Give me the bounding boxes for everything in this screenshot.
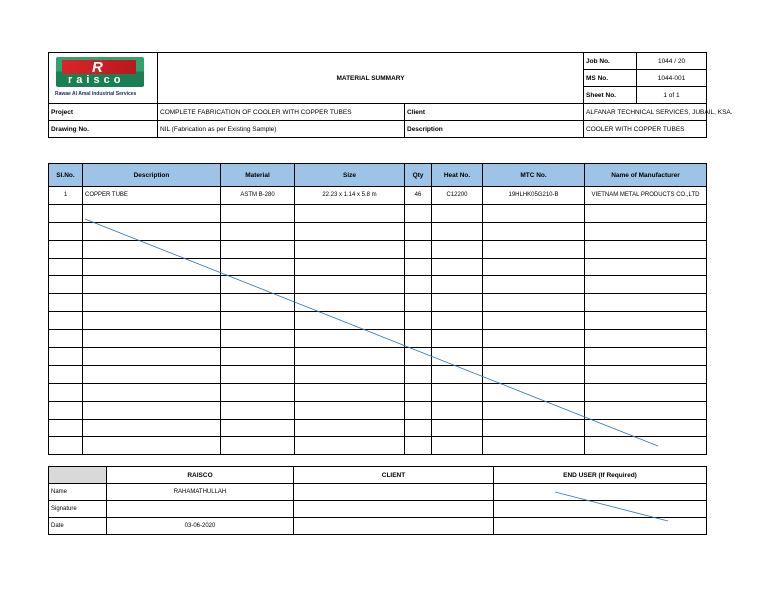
table-cell — [83, 312, 221, 330]
table-cell — [585, 330, 707, 348]
table-cell — [83, 204, 221, 222]
table-cell — [83, 222, 221, 240]
client-label: Client — [405, 104, 584, 121]
table-cell — [295, 365, 405, 383]
signature-label: Signature — [49, 501, 107, 518]
table-cell — [585, 204, 707, 222]
table-cell — [221, 204, 295, 222]
table-cell — [83, 276, 221, 294]
column-header: Description — [83, 164, 221, 187]
table-cell — [83, 240, 221, 258]
table-cell — [585, 365, 707, 383]
table-cell — [432, 437, 483, 455]
table-cell — [49, 330, 83, 348]
table-cell — [83, 294, 221, 312]
table-cell — [432, 312, 483, 330]
table-cell — [49, 258, 83, 276]
table-cell — [585, 312, 707, 330]
table-cell — [432, 365, 483, 383]
table-cell — [483, 419, 585, 437]
table-cell — [221, 437, 295, 455]
table-cell — [405, 383, 432, 401]
table-cell — [295, 330, 405, 348]
signoff-table — [48, 466, 707, 535]
table-cell — [483, 222, 585, 240]
table-row — [49, 312, 707, 330]
raisco-header: RAISCO — [107, 467, 294, 484]
table-cell — [221, 383, 295, 401]
table-cell — [49, 204, 83, 222]
date-label: Date — [49, 518, 107, 535]
table-cell — [585, 437, 707, 455]
table-cell — [405, 330, 432, 348]
table-cell — [483, 276, 585, 294]
client-signature — [294, 501, 494, 518]
table-cell — [83, 348, 221, 366]
description-value: COOLER WITH COPPER TUBES — [584, 121, 707, 138]
table-cell — [483, 204, 585, 222]
table-cell — [432, 383, 483, 401]
table-cell — [83, 419, 221, 437]
column-header: Heat No. — [432, 164, 483, 187]
table-row — [49, 204, 707, 222]
table-cell — [405, 348, 432, 366]
table-cell — [49, 222, 83, 240]
job-no-label: Job No. — [584, 53, 637, 70]
table-cell — [83, 365, 221, 383]
table-cell — [295, 401, 405, 419]
sheet-no-label: Sheet No. — [584, 87, 637, 104]
end-user-name — [494, 484, 707, 501]
raisco-date: 03-06-2020 — [107, 518, 294, 535]
table-cell — [432, 240, 483, 258]
table-cell — [295, 204, 405, 222]
table-row — [49, 240, 707, 258]
table-cell — [221, 312, 295, 330]
table-cell — [585, 222, 707, 240]
client-name — [294, 484, 494, 501]
table-row — [49, 222, 707, 240]
table-cell — [585, 383, 707, 401]
project-value: COMPLETE FABRICATION OF COOLER WITH COPPER TUBES — [158, 104, 405, 121]
table-cell — [405, 204, 432, 222]
table-row — [49, 348, 707, 366]
table-cell — [585, 294, 707, 312]
cell-sl-no: 1 — [49, 187, 83, 205]
table-cell — [221, 348, 295, 366]
table-cell — [483, 330, 585, 348]
ms-no-value: 1044-001 — [637, 70, 707, 87]
table-cell — [405, 365, 432, 383]
cell-size: 22.23 x 1.14 x 5.8 m — [295, 187, 405, 205]
cell-manufacturer: VIETNAM METAL PRODUCTS CO.,LTD — [585, 187, 707, 205]
column-header: MTC No. — [483, 164, 585, 187]
cell-heat-no: C12200 — [432, 187, 483, 205]
logo-cell — [49, 53, 158, 104]
table-cell — [295, 276, 405, 294]
table-cell — [483, 348, 585, 366]
table-header-row — [49, 164, 707, 187]
table-cell — [295, 222, 405, 240]
end-user-signature — [494, 501, 707, 518]
table-row — [49, 365, 707, 383]
table-cell — [432, 419, 483, 437]
table-cell — [49, 401, 83, 419]
end-user-date — [494, 518, 707, 535]
material-table — [48, 163, 707, 455]
table-cell — [432, 294, 483, 312]
table-cell — [295, 419, 405, 437]
project-label: Project — [49, 104, 158, 121]
table-row — [49, 276, 707, 294]
table-cell — [483, 240, 585, 258]
cell-description: COPPER TUBE — [83, 187, 221, 205]
table-cell — [221, 401, 295, 419]
table-cell — [49, 294, 83, 312]
company-logo: R raisco — [56, 57, 144, 87]
table-cell — [483, 294, 585, 312]
table-cell — [405, 276, 432, 294]
table-cell — [49, 312, 83, 330]
table-cell — [432, 204, 483, 222]
table-cell — [49, 437, 83, 455]
job-no-value: 1044 / 20 — [637, 53, 707, 70]
table-cell — [49, 276, 83, 294]
logo-tagline: Rawae Al Amal Industrial Services — [55, 91, 137, 97]
table-cell — [432, 401, 483, 419]
table-cell — [585, 276, 707, 294]
table-cell — [432, 276, 483, 294]
end-user-header: END USER (If Required) — [494, 467, 707, 484]
client-date — [294, 518, 494, 535]
header-table — [48, 52, 733, 138]
client-value: ALFANAR TECHNICAL SERVICES, JUBAIL, KSA. — [584, 104, 707, 121]
cell-material: ASTM B-280 — [221, 187, 295, 205]
table-cell — [295, 437, 405, 455]
table-cell — [221, 258, 295, 276]
table-cell — [585, 258, 707, 276]
column-header: Qty — [405, 164, 432, 187]
table-cell — [49, 419, 83, 437]
table-cell — [83, 383, 221, 401]
table-row — [49, 401, 707, 419]
page-title: MATERIAL SUMMARY — [158, 53, 584, 104]
table-row — [49, 419, 707, 437]
table-row — [49, 330, 707, 348]
table-cell — [585, 240, 707, 258]
table-cell — [295, 294, 405, 312]
table-cell — [83, 258, 221, 276]
column-header: Size — [295, 164, 405, 187]
table-cell — [49, 365, 83, 383]
table-cell — [221, 294, 295, 312]
table-cell — [221, 419, 295, 437]
table-cell — [405, 401, 432, 419]
signoff-corner — [49, 467, 107, 484]
client-header: CLIENT — [294, 467, 494, 484]
column-header: Sl.No. — [49, 164, 83, 187]
table-cell — [49, 383, 83, 401]
table-cell — [295, 240, 405, 258]
table-cell — [221, 330, 295, 348]
table-cell — [585, 348, 707, 366]
table-cell — [83, 330, 221, 348]
cell-mtc-no: 19HLHK05G210-B — [483, 187, 585, 205]
table-cell — [83, 437, 221, 455]
cell-qty: 46 — [405, 187, 432, 205]
table-cell — [432, 258, 483, 276]
table-row — [49, 383, 707, 401]
table-cell — [432, 348, 483, 366]
table-cell — [49, 240, 83, 258]
table-cell — [483, 312, 585, 330]
table-cell — [405, 419, 432, 437]
table-cell — [585, 419, 707, 437]
raisco-name: RAHAMATHULLAH — [107, 484, 294, 501]
table-cell — [221, 240, 295, 258]
table-cell — [221, 222, 295, 240]
table-cell — [585, 401, 707, 419]
table-cell — [405, 222, 432, 240]
table-row — [49, 294, 707, 312]
table-cell — [483, 437, 585, 455]
table-cell — [405, 312, 432, 330]
table-cell — [49, 348, 83, 366]
description-label: Description — [405, 121, 584, 138]
table-cell — [405, 437, 432, 455]
table-cell — [83, 401, 221, 419]
column-header: Material — [221, 164, 295, 187]
table-cell — [483, 258, 585, 276]
table-cell — [405, 258, 432, 276]
column-header: Name of Manufacturer — [585, 164, 707, 187]
table-row — [49, 187, 707, 205]
drawing-no-value: NIL (Fabrication as per Existing Sample) — [158, 121, 405, 138]
table-cell — [295, 312, 405, 330]
raisco-signature — [107, 501, 294, 518]
table-cell — [483, 383, 585, 401]
table-row — [49, 258, 707, 276]
table-cell — [405, 294, 432, 312]
table-row — [49, 437, 707, 455]
table-cell — [295, 383, 405, 401]
table-cell — [432, 222, 483, 240]
sheet-no-value: 1 of 1 — [637, 87, 707, 104]
table-cell — [221, 365, 295, 383]
table-cell — [295, 348, 405, 366]
table-cell — [221, 276, 295, 294]
table-cell — [483, 365, 585, 383]
table-cell — [295, 258, 405, 276]
name-label: Name — [49, 484, 107, 501]
table-cell — [483, 401, 585, 419]
ms-no-label: MS No. — [584, 70, 637, 87]
drawing-no-label: Drawing No. — [49, 121, 158, 138]
table-cell — [432, 330, 483, 348]
table-cell — [405, 240, 432, 258]
